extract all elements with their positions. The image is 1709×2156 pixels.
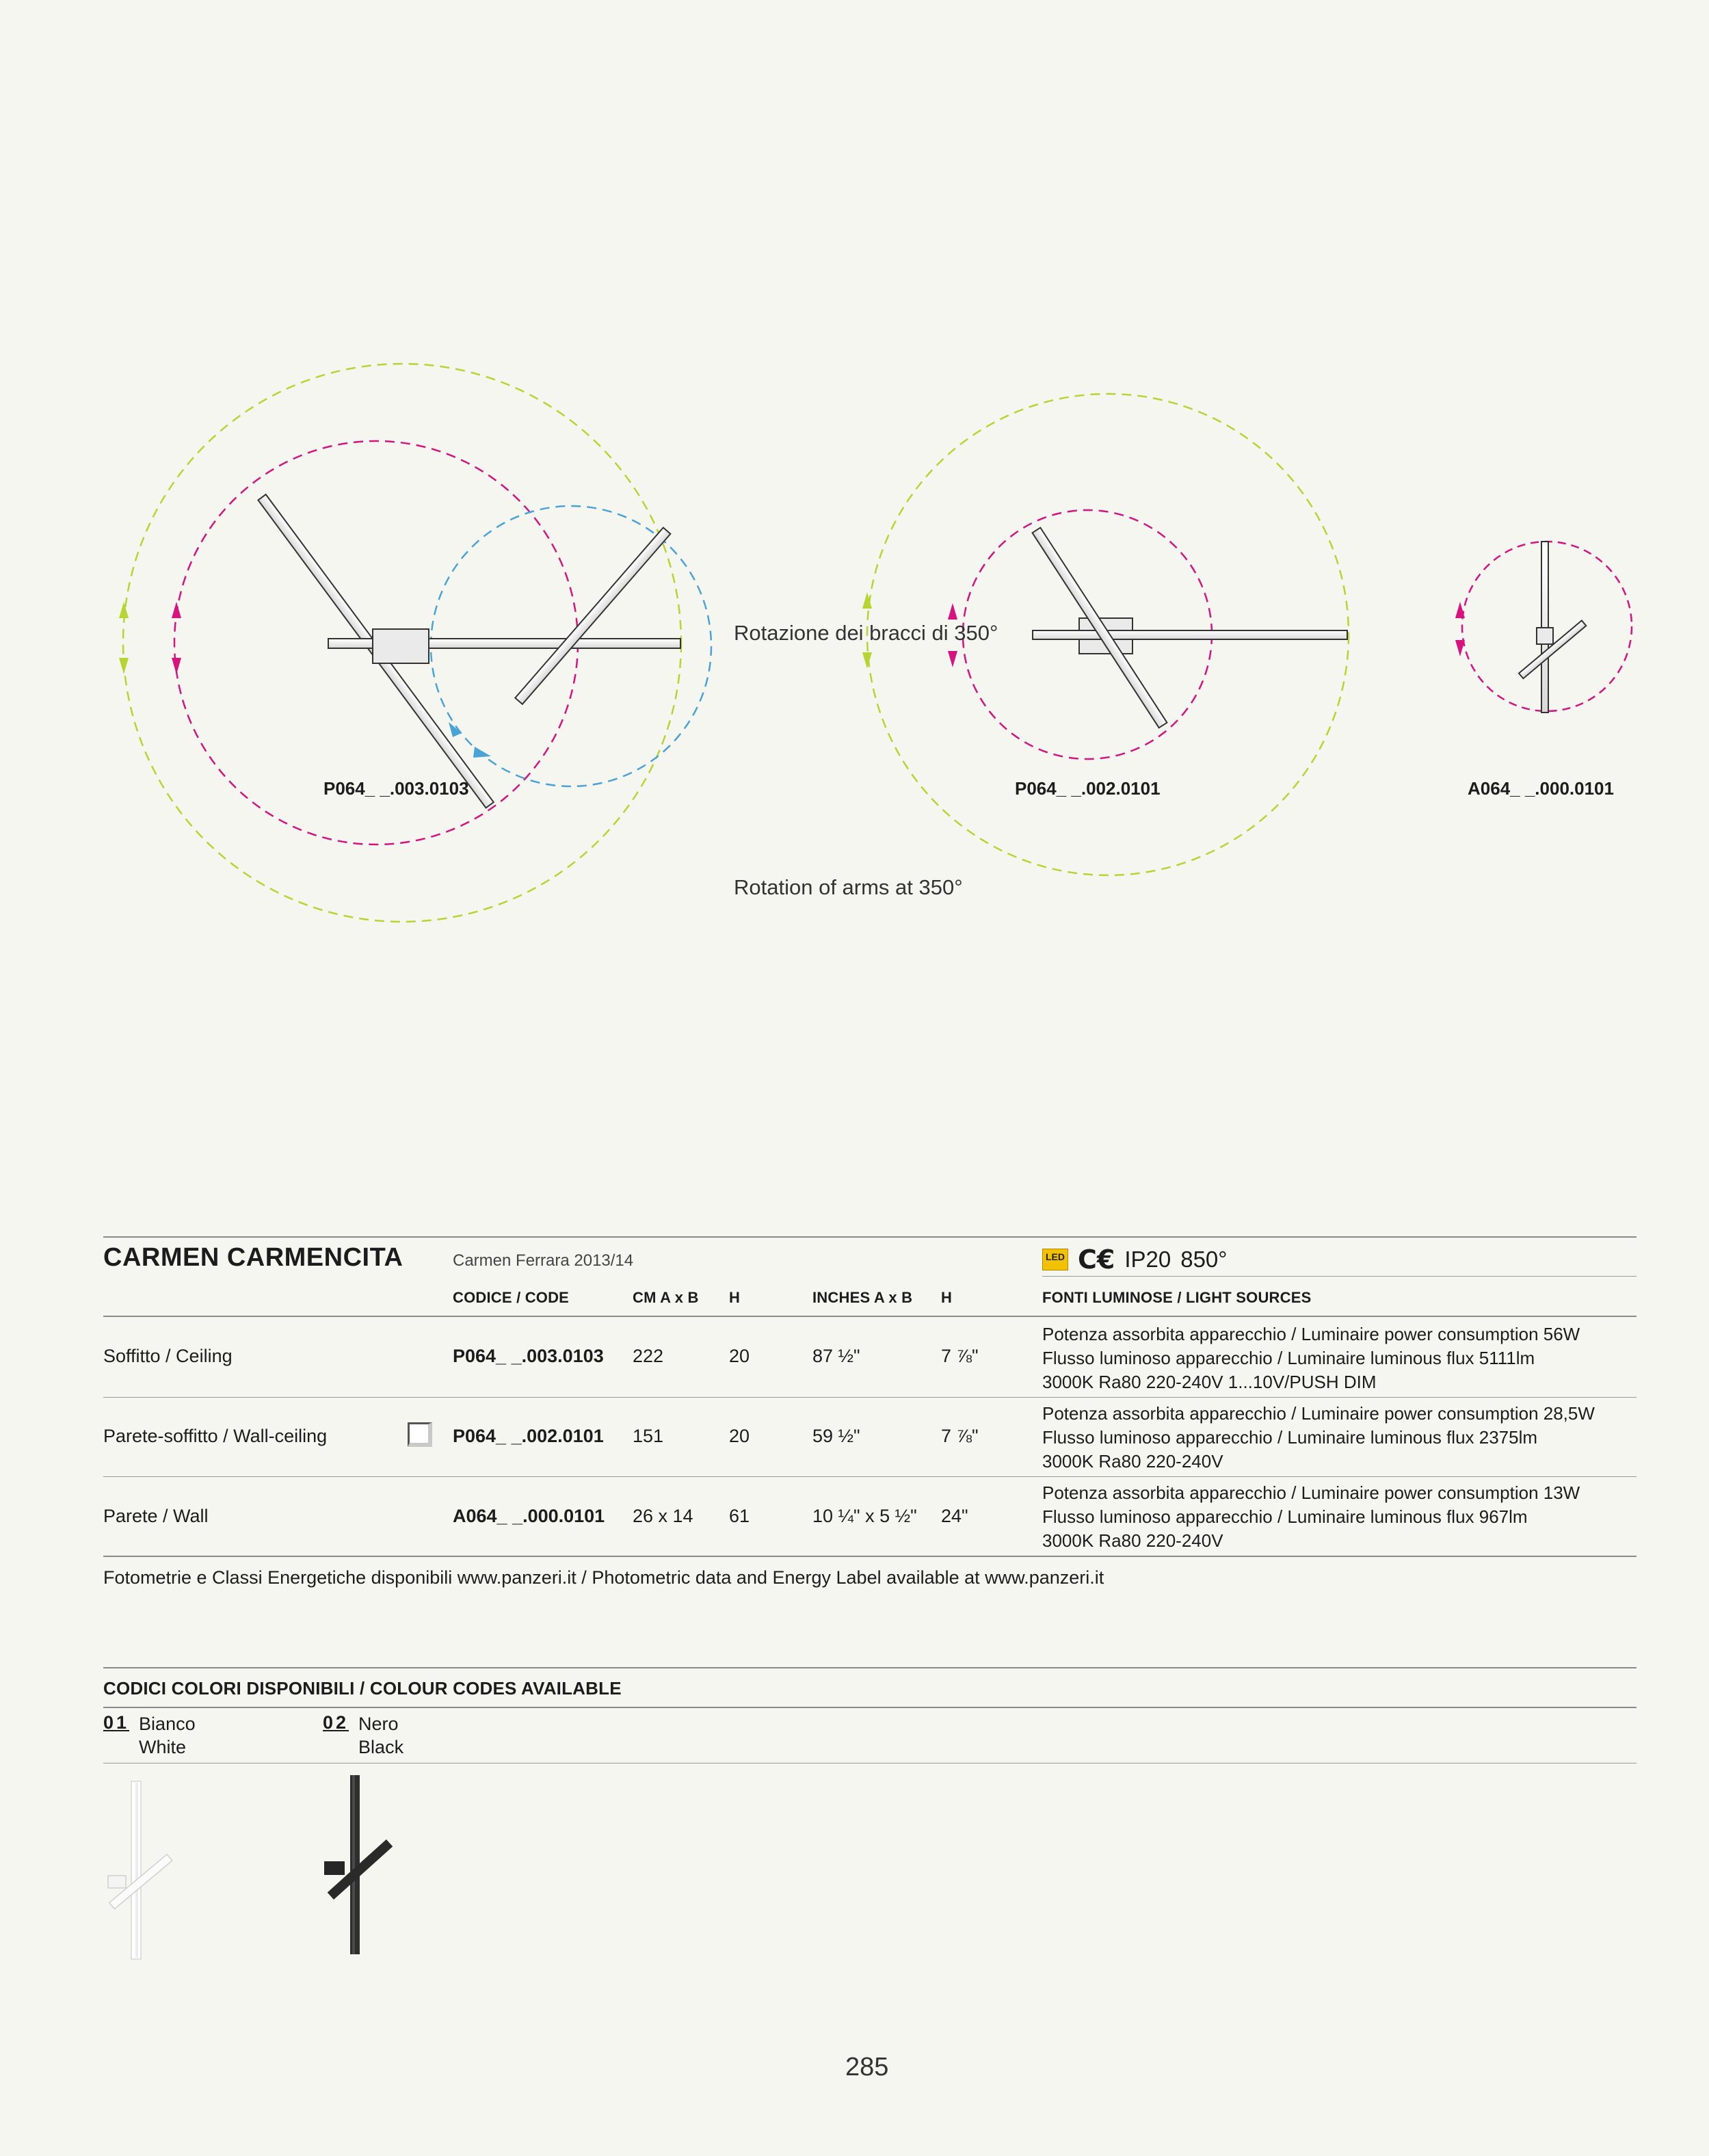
canopy: [373, 629, 429, 663]
canopy: [1537, 628, 1553, 644]
colour-name-it: Nero: [358, 1714, 399, 1734]
source-specs: 3000K Ra80 220-240V 1...10V/PUSH DIM: [1042, 1372, 1377, 1392]
product-image-white: [96, 1774, 191, 1966]
rotation-angle: 850°: [1180, 1247, 1228, 1272]
arm-horizontal: [1033, 630, 1347, 639]
row-h-inches: 24": [941, 1506, 968, 1526]
row-code: A064_ _.000.0101: [453, 1506, 605, 1526]
row-type: Soffitto / Ceiling: [103, 1346, 233, 1366]
arrow-magenta-up: [172, 602, 181, 618]
ip-rating: IP20: [1124, 1247, 1171, 1272]
row-h: 20: [729, 1426, 750, 1446]
header-rule: [103, 1316, 1637, 1317]
colour-name: [139, 1712, 196, 1759]
arrow-magenta-up: [948, 603, 957, 620]
header-inches: INCHES A x B: [812, 1289, 913, 1306]
row-inches: 87 ½": [812, 1346, 860, 1366]
arrow-magenta-up: [1455, 602, 1465, 618]
row-cm: 151: [633, 1426, 664, 1446]
diagram-ceiling-three-arms: [119, 364, 711, 922]
rotation-diagram: [0, 0, 1709, 957]
ce-mark-icon: C€: [1078, 1245, 1115, 1275]
cert-rule: [1042, 1276, 1637, 1277]
source-power: Potenza assorbita apparecchio / Luminaire power consumption 56W: [1042, 1324, 1580, 1344]
row-light-sources: [1042, 1402, 1595, 1474]
arrow-green-up: [862, 592, 872, 609]
colour-code: 02: [323, 1712, 349, 1733]
colour-name: [358, 1712, 403, 1759]
colour-name-it: Bianco: [139, 1714, 196, 1734]
row-code: P064_ _.003.0103: [453, 1346, 604, 1366]
arrow-magenta-down: [948, 651, 957, 667]
colour-name-en: Black: [358, 1737, 404, 1757]
source-flux: Flusso luminoso apparecchio / Luminaire luminous flux 967lm: [1042, 1506, 1528, 1527]
colours-top-rule: [103, 1667, 1637, 1668]
row-inches: 10 ¼" x 5 ½": [812, 1506, 917, 1526]
diagram-wall-two-arms: [1455, 542, 1632, 713]
header-light-sources: FONTI LUMINOSE / LIGHT SOURCES: [1042, 1289, 1312, 1306]
photometric-note: Fotometrie e Classi Energetiche disponibili www.panzeri.it / Photometric data and Energy Label available at www.panzeri.it: [103, 1567, 1104, 1588]
row-code: P064_ _.002.0101: [453, 1426, 604, 1446]
row-cm: 222: [633, 1346, 664, 1366]
row-rule: [103, 1397, 1637, 1398]
arrow-green-down: [862, 652, 872, 669]
table-top-rule: [103, 1236, 1637, 1238]
row-h: 20: [729, 1346, 750, 1366]
colour-name-en: White: [139, 1737, 187, 1757]
arrow-blue-a: [449, 722, 462, 737]
colours-bottom-rule: [103, 1763, 1637, 1764]
page-number: 285: [845, 2053, 889, 2081]
row-type: Parete / Wall: [103, 1506, 209, 1526]
table-bottom-rule: [103, 1556, 1637, 1557]
source-flux: Flusso luminoso apparecchio / Luminaire luminous flux 5111lm: [1042, 1348, 1535, 1368]
arrow-magenta-down: [1455, 640, 1465, 656]
row-h-inches: 7 ⅞": [941, 1346, 979, 1366]
arrow-green-up: [119, 602, 129, 618]
header-code: CODICE / CODE: [453, 1289, 570, 1306]
product-image-black: [315, 1770, 410, 1961]
diagram-code-wall-ceiling: P064_ _.002.0101: [1015, 778, 1161, 799]
source-power: Potenza assorbita apparecchio / Luminaire power consumption 13W: [1042, 1482, 1580, 1503]
rotation-label-italian: Rotazione dei bracci di 350°: [734, 621, 998, 645]
row-h-inches: 7 ⅞": [941, 1426, 979, 1446]
header-cm: CM A x B: [633, 1289, 699, 1306]
designer-credit: Carmen Ferrara 2013/14: [453, 1251, 634, 1270]
row-type: Parete-soffitto / Wall-ceiling: [103, 1426, 328, 1446]
row-h: 61: [729, 1506, 750, 1526]
arm-diagonal: [1033, 528, 1167, 728]
colours-title: CODICI COLORI DISPONIBILI / COLOUR CODES AVAILABLE: [103, 1678, 622, 1699]
header-h-inches: H: [941, 1289, 953, 1306]
product-title: CARMEN CARMENCITA: [103, 1243, 403, 1272]
colour-code: 01: [103, 1712, 130, 1733]
source-power: Potenza assorbita apparecchio / Luminaire power consumption 28,5W: [1042, 1403, 1595, 1424]
colour-option-white: [103, 1712, 196, 1759]
source-specs: 3000K Ra80 220-240V: [1042, 1530, 1223, 1551]
colour-option-black: [323, 1712, 403, 1759]
row-rule: [103, 1476, 1637, 1477]
diagram-code-ceiling: P064_ _.003.0103: [323, 778, 469, 799]
arrow-green-down: [119, 658, 129, 674]
row-light-sources: [1042, 1322, 1580, 1394]
colours-header-rule: [103, 1707, 1637, 1708]
arrow-magenta-down: [172, 658, 181, 674]
source-specs: 3000K Ra80 220-240V: [1042, 1451, 1223, 1472]
arrow-blue-b: [473, 747, 491, 758]
rotation-label-english: Rotation of arms at 350°: [734, 875, 963, 899]
arm-short-diagonal: [515, 528, 670, 704]
led-icon: LED: [1042, 1249, 1068, 1270]
row-light-sources: [1042, 1481, 1580, 1553]
header-h: H: [729, 1289, 741, 1306]
certifications: [1042, 1245, 1227, 1275]
wall-ceiling-mount-icon: [408, 1422, 432, 1447]
source-flux: Flusso luminoso apparecchio / Luminaire luminous flux 2375lm: [1042, 1427, 1538, 1448]
row-cm: 26 x 14: [633, 1506, 693, 1526]
diagram-code-wall: A064_ _.000.0101: [1468, 778, 1614, 799]
row-inches: 59 ½": [812, 1426, 860, 1446]
